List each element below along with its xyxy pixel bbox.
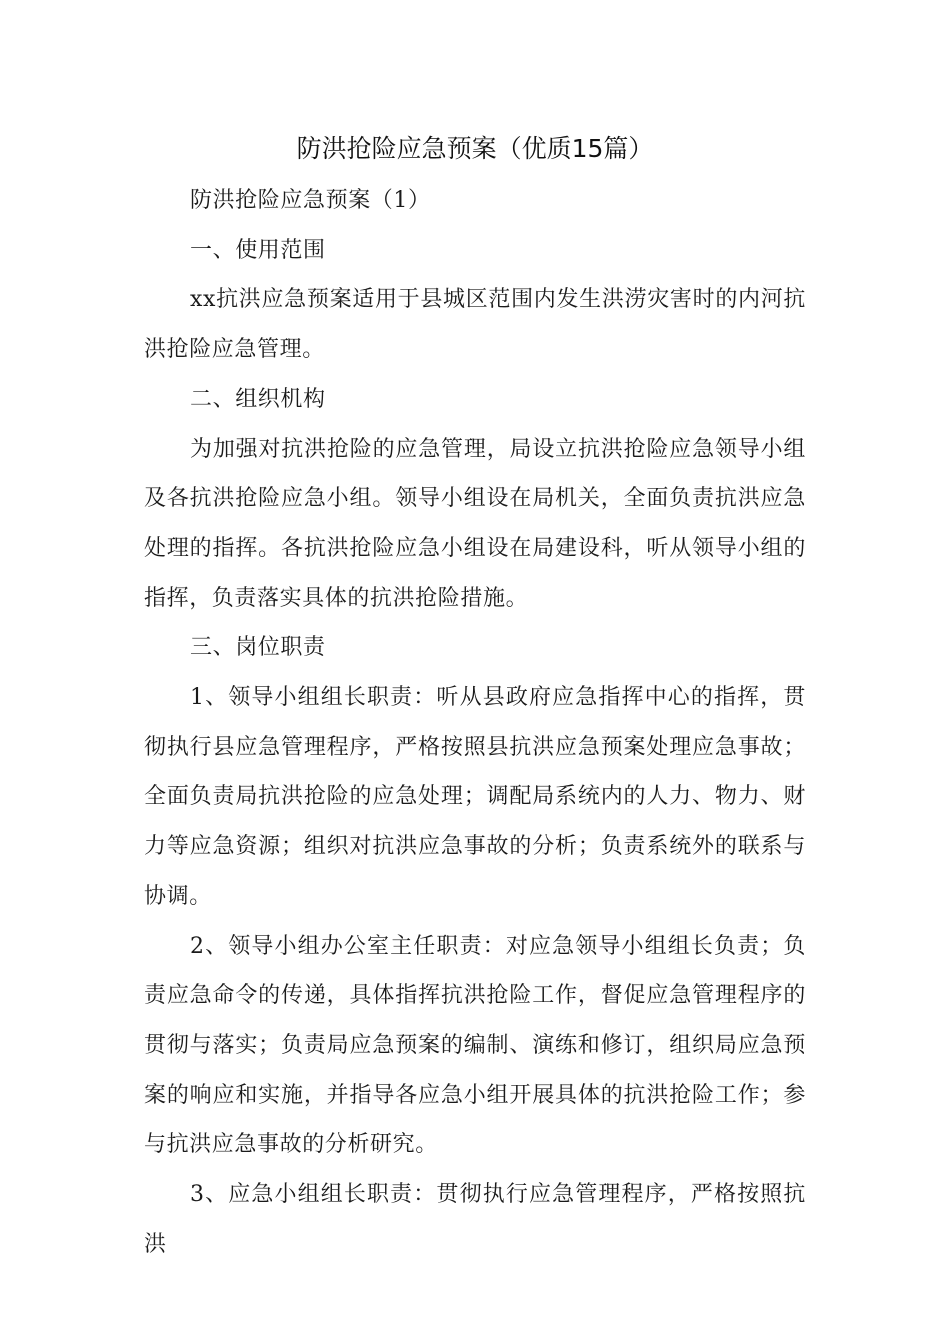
paragraph-heading-scope: 一、使用范围: [190, 237, 326, 263]
paragraph-organization: 为加强对抗洪抢险的应急管理，局设立抗洪抢险应急领导小组及各抗洪抢险应急小组。领导小组设在局机关，全面负责抗洪应急处理的指挥。各抗洪抢险应急小组设在局建设科，听从领导小组的指挥，负责落实具体的抗洪抢险措施。: [144, 436, 806, 611]
paragraph-duty-1: 1、领导小组组长职责：听从县政府应急指挥中心的指挥，贯彻执行县应急管理程序，严格按照县抗洪应急预案处理应急事故；全面负责局抗洪抢险的应急处理；调配局系统内的人力、物力、财力等应急资源；组织对抗洪应急事故的分析；负责系统外的联系与协调。: [144, 685, 806, 909]
paragraph-heading-duties: 三、岗位职责: [190, 635, 326, 661]
paragraph-duty-2: 2、领导小组办公室主任职责：对应急领导小组组长负责；负责应急命令的传递，具体指挥抗洪抢险工作，督促应急管理程序的贯彻与落实；负责局应急预案的编制、演练和修订，组织局应急预案的响应和实施，并指导各应急小组开展具体的抗洪抢险工作；参与抗洪应急事故的分析研究。: [144, 933, 806, 1158]
paragraph-duty-3: 3、应急小组组长职责：贯彻执行应急管理程序，严格按照抗洪: [144, 1182, 806, 1257]
document-body: [144, 176, 806, 1269]
document-title: 防洪抢险应急预案（优质15篇）: [296, 134, 654, 163]
paragraph-subtitle: 防洪抢险应急预案（1）: [190, 188, 431, 213]
paragraph-scope: xx抗洪应急预案适用于县城区范围内发生洪涝灾害时的内河抗洪抢险应急管理。: [144, 287, 806, 363]
paragraph-heading-organization: 二、组织机构: [190, 386, 326, 412]
